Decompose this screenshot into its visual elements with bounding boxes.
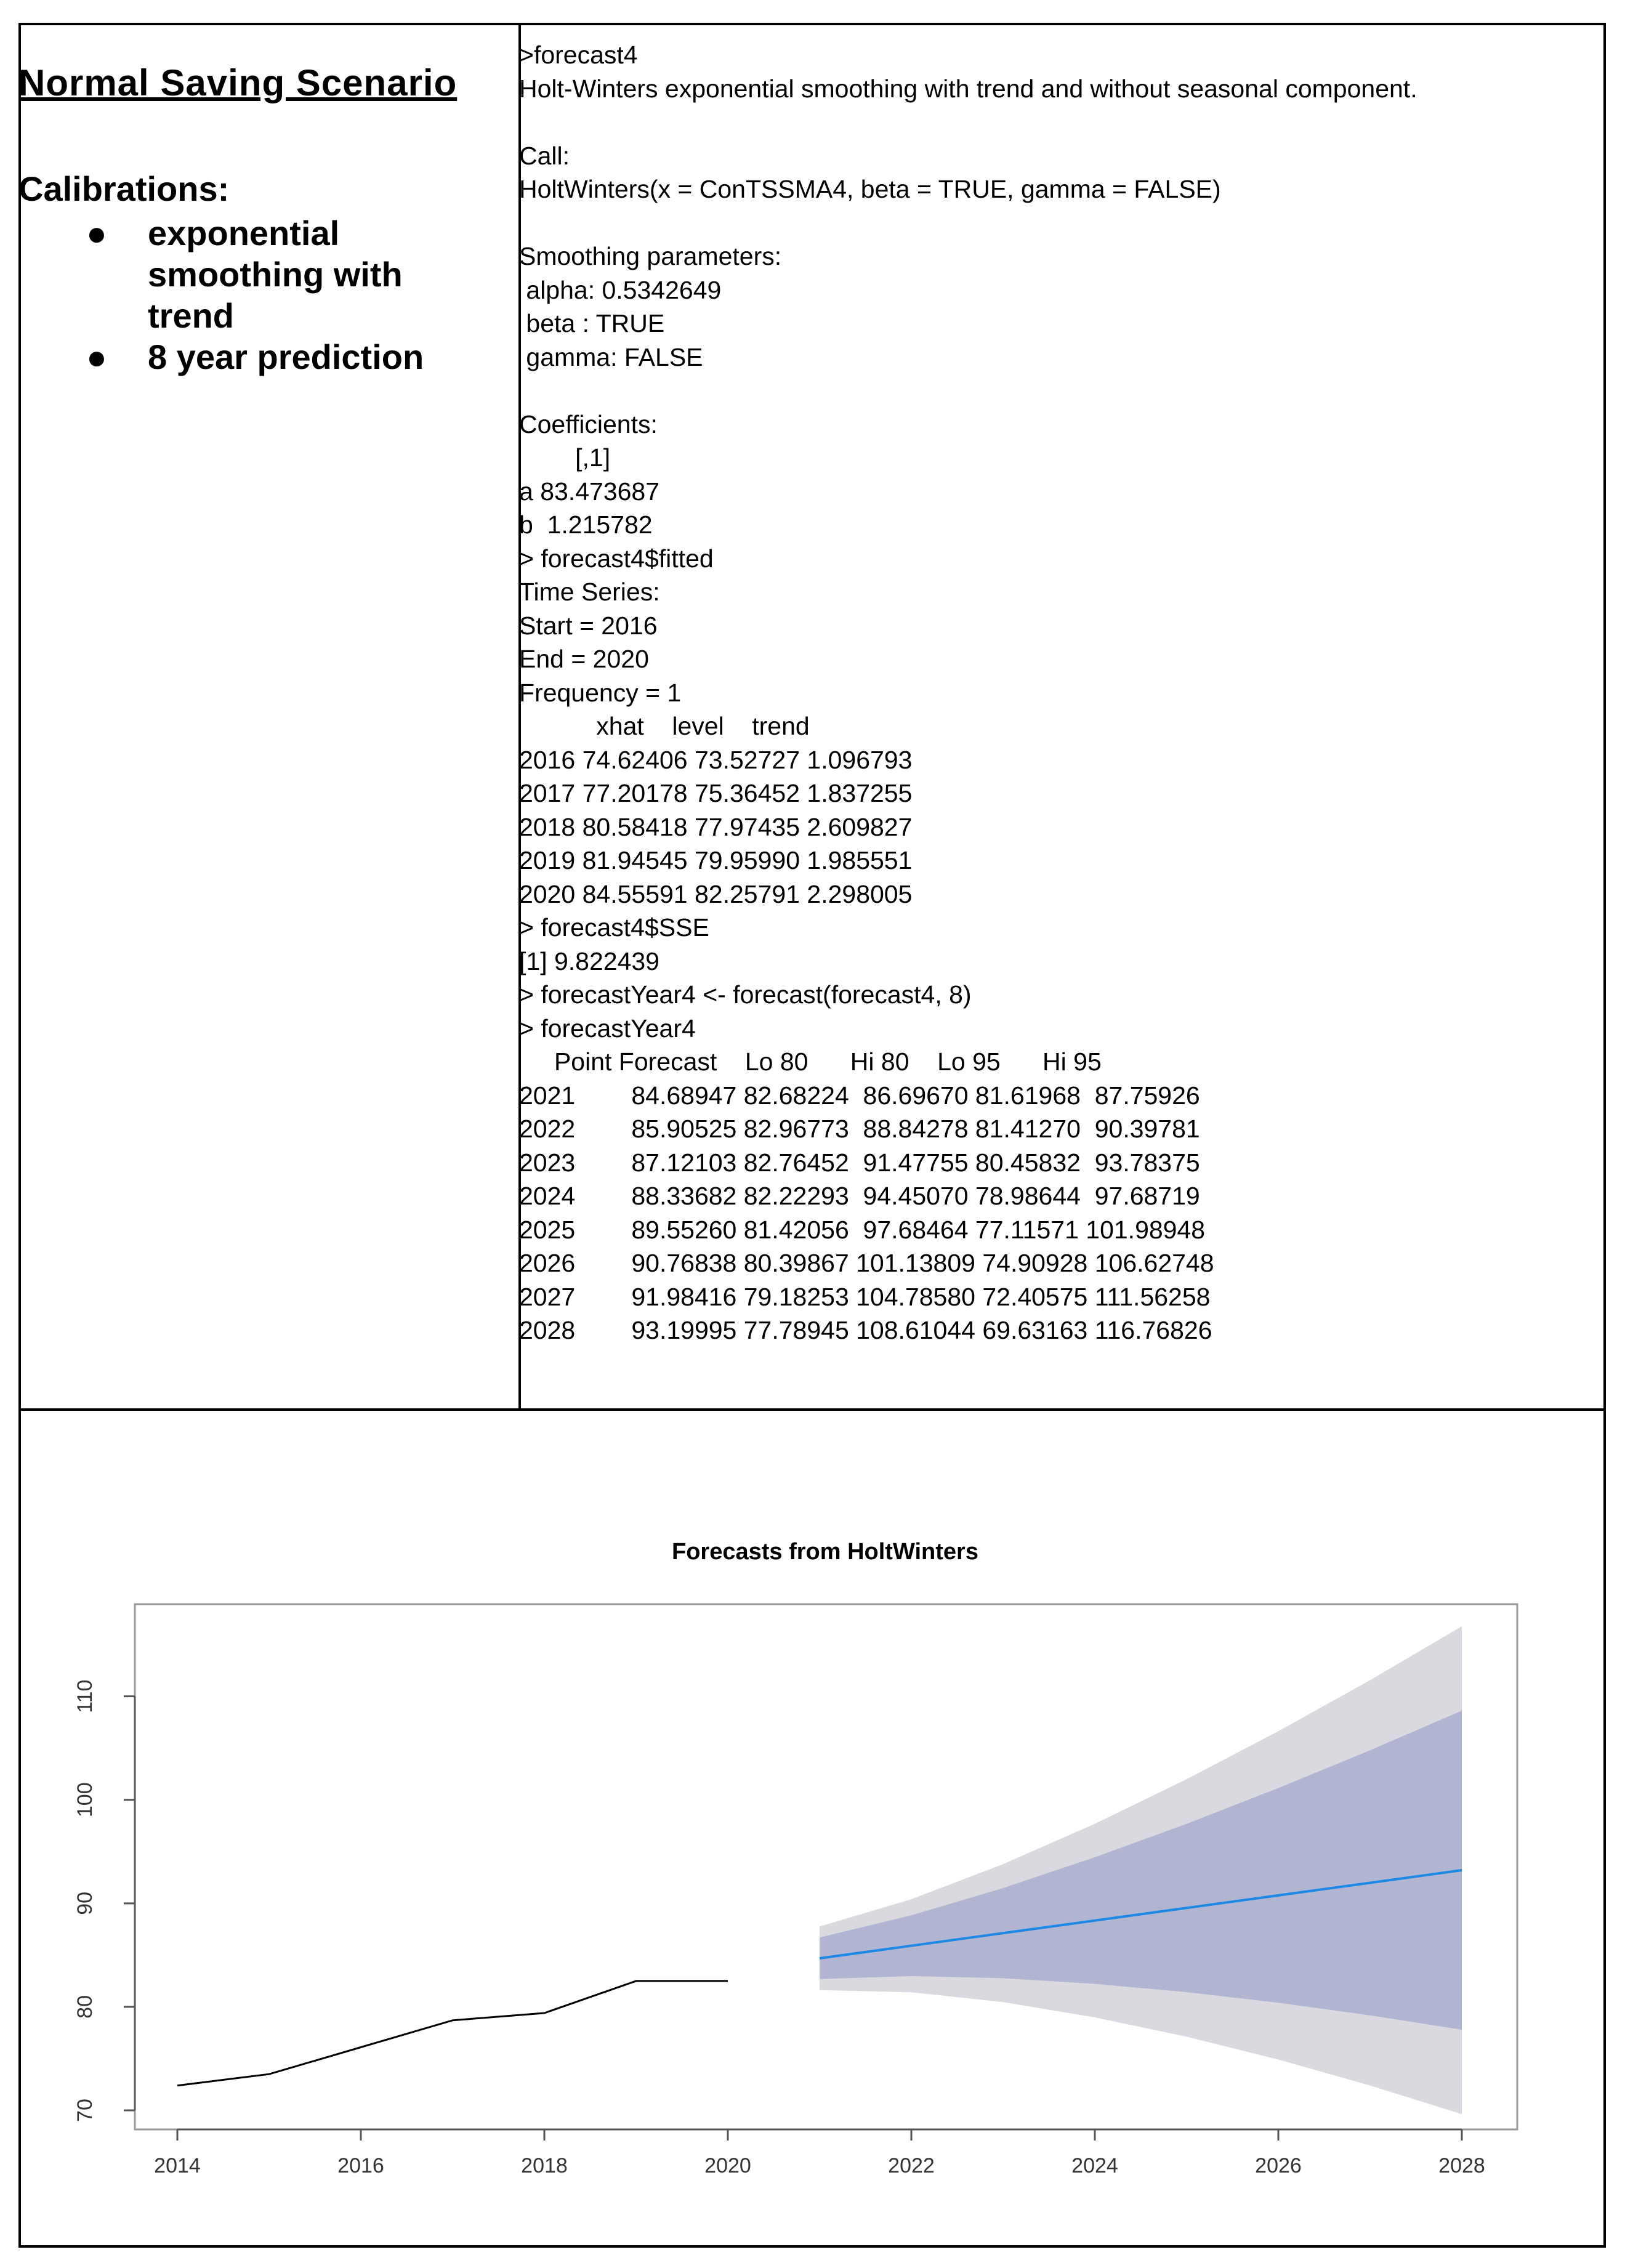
y-tick-label: 70 xyxy=(73,2099,97,2122)
console-line: >forecast4 xyxy=(519,41,638,69)
console-line: 2021 84.68947 82.68224 86.69670 81.61968 87.75926 xyxy=(519,1081,1200,1110)
y-tick-label: 110 xyxy=(73,1679,97,1713)
console-line: 2028 93.19995 77.78945 108.61044 69.63163 116.76826 xyxy=(519,1316,1212,1344)
forecast-chart-panel xyxy=(21,1408,1603,2246)
console-line xyxy=(519,206,1584,240)
console-line: 2019 81.94545 79.95990 1.985551 xyxy=(519,846,913,874)
console-line: Smoothing parameters: xyxy=(519,242,782,270)
console-line: [1] 9.822439 xyxy=(519,946,659,975)
console-line: 2017 77.20178 75.36452 1.837255 xyxy=(519,779,913,807)
console-line: Time Series: xyxy=(519,578,660,606)
console-line: 2026 90.76838 80.39867 101.13809 74.90928 106.62748 xyxy=(519,1249,1214,1277)
console-line: xhat level trend xyxy=(519,712,810,740)
console-line: alpha: 0.5342649 xyxy=(519,275,722,304)
console-line: > forecastYear4 <- forecast(forecast4, 8) xyxy=(519,980,972,1009)
calibrations-label: Calibrations: xyxy=(18,169,230,208)
x-tick-label: 2014 xyxy=(154,2154,201,2177)
scenario-panel xyxy=(18,62,493,377)
console-line: 2020 84.55591 82.25791 2.298005 xyxy=(519,879,913,908)
y-tick-label: 90 xyxy=(73,1891,97,1915)
x-tick-label: 2026 xyxy=(1255,2154,1302,2177)
console-line: Frequency = 1 xyxy=(519,678,682,707)
console-line: a 83.473687 xyxy=(519,477,660,506)
calibration-item xyxy=(18,212,437,336)
calibration-text: 8 year prediction xyxy=(148,337,424,376)
console-line: beta : TRUE xyxy=(519,309,665,337)
calibration-item xyxy=(18,336,437,377)
console-line: 2025 89.55260 81.42056 97.68464 77.11571 101.98948 xyxy=(519,1215,1206,1244)
y-tick-label: 80 xyxy=(73,1995,97,2019)
console-line: [,1] xyxy=(519,443,611,472)
bullet-icon: ● xyxy=(86,214,107,252)
bullet-icon: ● xyxy=(86,337,107,376)
console-line: Call: xyxy=(519,141,570,170)
console-line: > forecast4$SSE xyxy=(519,913,709,942)
console-line: 2023 87.12103 82.76452 91.47755 80.45832 93.78375 xyxy=(519,1148,1200,1177)
console-line xyxy=(519,105,1584,139)
console-line: > forecast4$fitted xyxy=(519,544,714,573)
x-tick-label: 2016 xyxy=(337,2154,384,2177)
console-line: 2018 80.58418 77.97435 2.609827 xyxy=(519,812,913,841)
console-line: End = 2020 xyxy=(519,645,649,673)
console-line: Coefficients: xyxy=(519,410,658,438)
calibration-list xyxy=(18,212,493,377)
r-console-output xyxy=(519,38,1584,1347)
x-tick-label: 2028 xyxy=(1438,2154,1485,2177)
x-tick-label: 2022 xyxy=(888,2154,935,2177)
console-line: HoltWinters(x = ConTSSMA4, beta = TRUE, gamma = FALSE) xyxy=(519,175,1221,203)
console-line: 2016 74.62406 73.52727 1.096793 xyxy=(519,745,913,774)
console-line: > forecastYear4 xyxy=(519,1014,696,1043)
console-line: 2027 91.98416 79.18253 104.78580 72.40575 111.56258 xyxy=(519,1282,1211,1311)
chart-title: Forecasts from HoltWinters xyxy=(672,1539,978,1565)
console-line: 2022 85.90525 82.96773 88.84278 81.41270 90.39781 xyxy=(519,1115,1200,1143)
y-tick-label: 100 xyxy=(73,1782,97,1818)
console-line: Point Forecast Lo 80 Hi 80 Lo 95 Hi 95 xyxy=(519,1047,1102,1076)
console-line: Start = 2016 xyxy=(519,611,658,640)
x-tick-label: 2024 xyxy=(1071,2154,1118,2177)
console-line: Holt-Winters exponential smoothing with trend and without seasonal component. xyxy=(519,74,1417,103)
console-line: gamma: FALSE xyxy=(519,342,703,371)
console-line: 2024 88.33682 82.22293 94.45070 78.98644 97.68719 xyxy=(519,1182,1200,1210)
forecast-chart xyxy=(21,1408,1603,2246)
calibration-text: exponential smoothing with trend xyxy=(148,214,403,335)
scenario-title: Normal Saving Scenario xyxy=(18,62,458,103)
x-tick-label: 2020 xyxy=(704,2154,751,2177)
observed-series-line xyxy=(177,1981,728,2086)
x-tick-label: 2018 xyxy=(521,2154,568,2177)
console-line xyxy=(519,374,1584,408)
console-line: b 1.215782 xyxy=(519,511,653,539)
